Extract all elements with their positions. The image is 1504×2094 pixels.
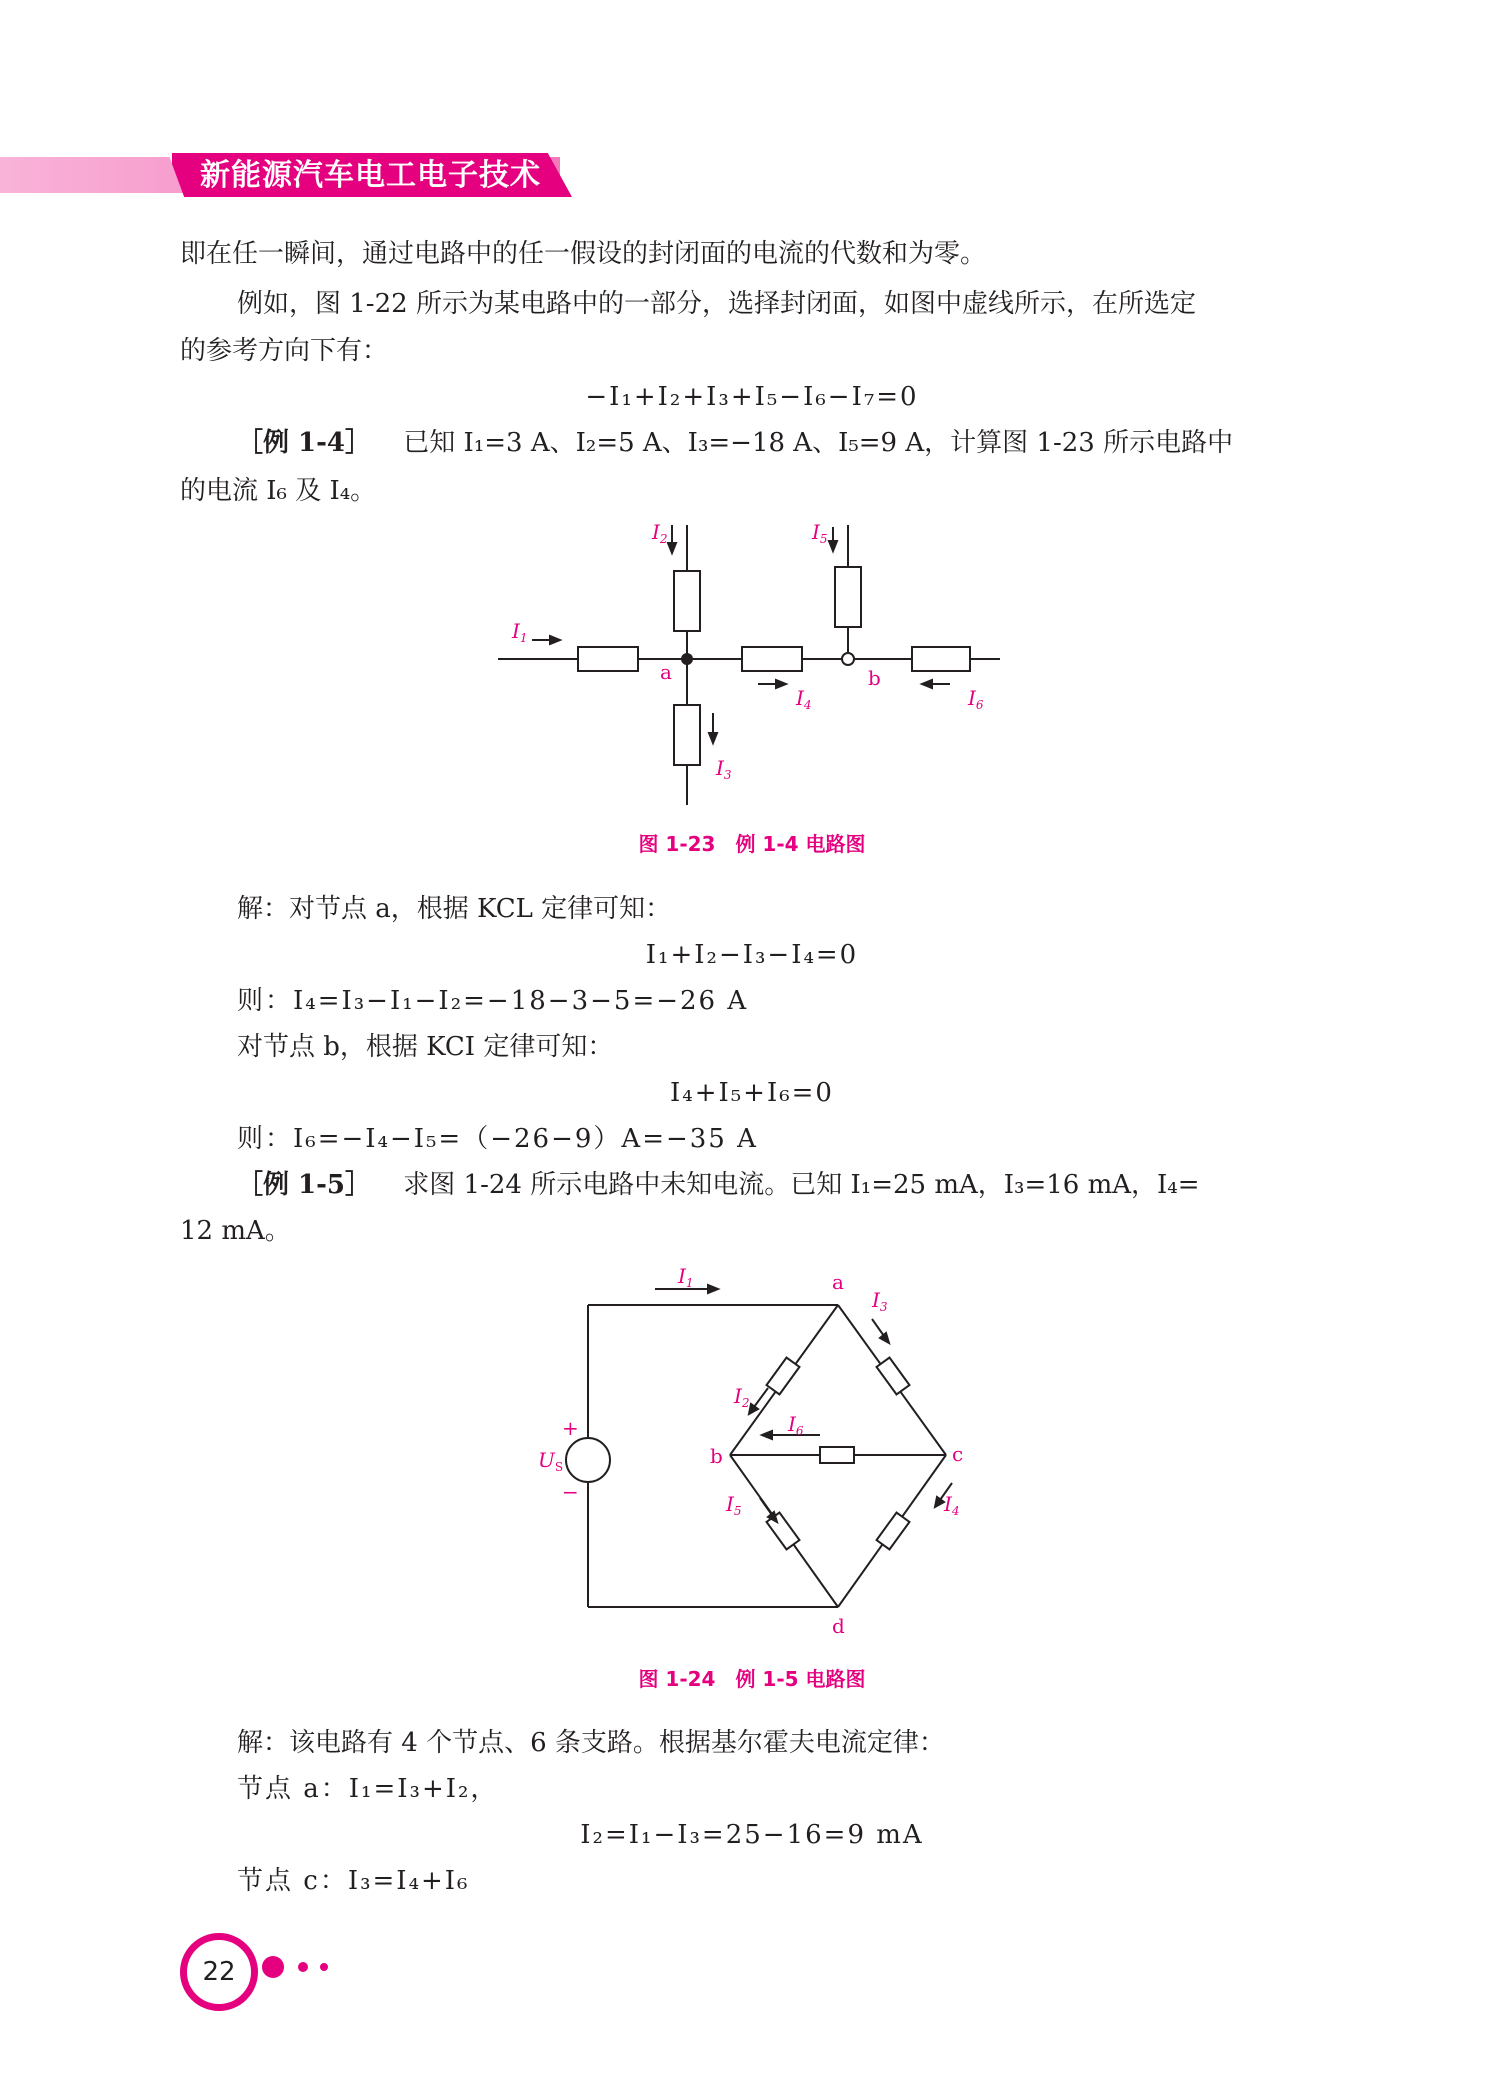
label-plus: +	[562, 1416, 579, 1440]
example-1-4-line-2: 的电流 I₆ 及 I₄。	[180, 476, 377, 506]
footer-dot-medium	[298, 1962, 308, 1972]
footer-dot-large	[262, 1956, 284, 1978]
label-i6: $I_6$	[788, 1412, 804, 1438]
page-number: 22	[202, 1957, 236, 1987]
example-1-4-line-1	[237, 426, 1233, 460]
resistor-r3	[674, 705, 700, 765]
example-1-5-line-1	[237, 1168, 1200, 1202]
label-i6: $I_6$	[968, 686, 984, 712]
solution-1-5-line-3: 节点 c：I₃=I₄+I₆	[237, 1866, 470, 1896]
label-i1: $I_1$	[678, 1264, 694, 1290]
footer-dot-small	[320, 1963, 328, 1971]
resistor-r6	[912, 647, 970, 671]
book-title: 新能源汽车电工电子技术	[200, 158, 541, 193]
paragraph-2-line-1: 例如，图 1-22 所示为某电路中的一部分，选择封闭面，如图中虚线所示，在所选定	[237, 289, 1196, 319]
label-node-b: b	[710, 1444, 723, 1468]
equation-3: I₄+I₅+I₆=0	[670, 1078, 834, 1108]
solution-1-4-line-2: 则：I₄=I₃−I₁−I₂=−18−3−5=−26 A	[237, 986, 749, 1016]
label-i4: $I_4$	[944, 1492, 960, 1518]
example-1-4-text: 已知 I₁=3 A、I₂=5 A、I₃=−18 A、I₅=9 A，计算图 1-23 所示电路中	[403, 428, 1234, 458]
label-node-a: a	[832, 1270, 844, 1294]
label-i4: $I_4$	[796, 686, 812, 712]
label-minus: −	[562, 1480, 579, 1504]
label-i3: $I_3$	[872, 1288, 888, 1314]
figure-1-24-caption: 图 1-24 例 1-5 电路图	[638, 1667, 866, 1691]
resistor-r5	[835, 567, 861, 627]
example-1-5-line-2: 12 mA。	[180, 1216, 291, 1246]
equation-2: I₁+I₂−I₃−I₄=0	[645, 940, 859, 970]
label-node-b: b	[868, 666, 881, 690]
example-1-5-text: 求图 1-24 所示电路中未知电流。已知 I₁=25 mA，I₃=16 mA，I₄=	[403, 1170, 1200, 1200]
example-1-5-tag: ［例 1-5］	[237, 1170, 372, 1200]
solution-1-5-line-2: 节点 a：I₁=I₃+I₂，	[237, 1774, 499, 1804]
paragraph-2-line-2: 的参考方向下有：	[180, 336, 389, 366]
solution-1-4-line-4: 则：I₆=−I₄−I₅=（−26−9）A=−35 A	[237, 1124, 758, 1154]
resistor-r6	[820, 1447, 854, 1463]
equation-4: I₂=I₁−I₃=25−16=9 mA	[580, 1820, 924, 1850]
label-node-d: d	[832, 1614, 845, 1638]
resistor-r4	[877, 1513, 910, 1550]
voltage-source	[566, 1438, 610, 1482]
label-i5: $I_5$	[812, 520, 828, 546]
figure-1-23-caption: 图 1-23 例 1-4 电路图	[638, 832, 866, 856]
resistor-r1	[578, 647, 638, 671]
label-i2: $I_2$	[652, 520, 668, 546]
resistor-r2	[767, 1358, 800, 1395]
figure-1-24	[520, 1255, 1000, 1655]
label-node-a: a	[660, 660, 672, 684]
label-i3: $I_3$	[716, 756, 732, 782]
label-node-c: c	[952, 1442, 964, 1466]
paragraph-1: 即在任一瞬间，通过电路中的任一假设的封闭面的电流的代数和为零。	[180, 239, 987, 269]
label-us: $U_S$	[538, 1448, 564, 1474]
solution-1-4-line-1: 解：对节点 a，根据 KCL 定律可知：	[237, 894, 672, 924]
example-1-4-tag: ［例 1-4］	[237, 428, 372, 458]
solution-1-4-line-3: 对节点 b，根据 KCI 定律可知：	[237, 1032, 614, 1062]
solution-1-5-line-1: 解：该电路有 4 个节点、6 条支路。根据基尔霍夫电流定律：	[237, 1728, 945, 1758]
node-a-dot	[681, 653, 693, 665]
label-i5: $I_5$	[726, 1492, 742, 1518]
node-b-dot	[842, 653, 854, 665]
equation-1: −I₁+I₂+I₃+I₅−I₆−I₇=0	[585, 382, 919, 412]
label-i2: $I_2$	[734, 1384, 750, 1410]
resistor-r3	[877, 1358, 910, 1395]
figure-1-23	[490, 515, 1010, 815]
label-i1: $I_1$	[512, 619, 528, 645]
resistor-r4	[742, 647, 802, 671]
resistor-r2	[674, 571, 700, 631]
